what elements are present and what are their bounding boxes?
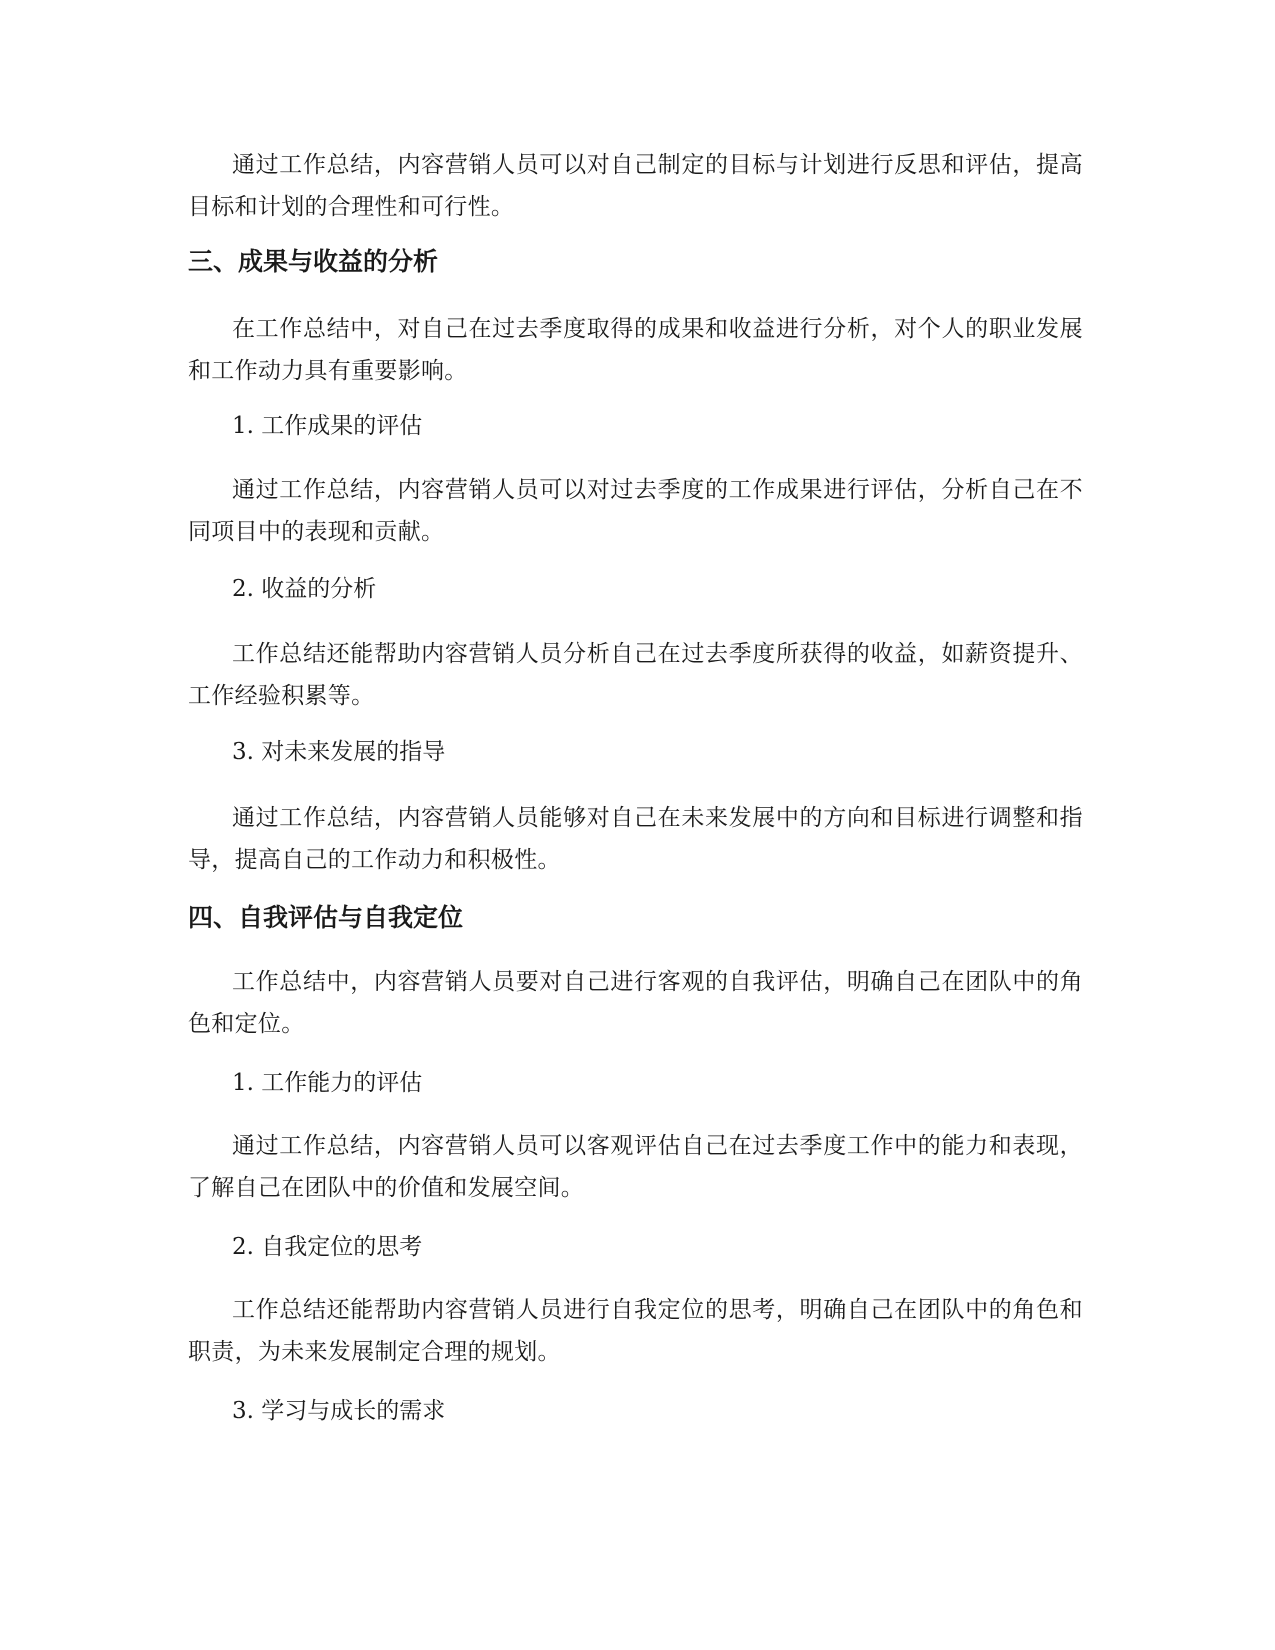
paragraph-work-results: 通过工作总结，内容营销人员可以对过去季度的工作成果进行评估，分析自己在不同项目中的表现和贡献。 <box>188 477 1083 545</box>
list-item-work-results: 1. 工作成果的评估 <box>232 413 423 439</box>
paragraph-goal-reflection: 通过工作总结，内容营销人员可以对自己制定的目标与计划进行反思和评估，提高目标和计划的合理性和可行性。 <box>188 152 1083 220</box>
paragraph-ability-assessment: 通过工作总结，内容营销人员可以客观评估自己在过去季度工作中的能力和表现，了解自己在团队中的价值和发展空间。 <box>188 1133 1083 1201</box>
list-item-self-positioning: 2. 自我定位的思考 <box>232 1234 423 1260</box>
list-item-future-guidance: 3. 对未来发展的指导 <box>232 739 446 765</box>
paragraph-self-positioning: 工作总结还能帮助内容营销人员进行自我定位的思考，明确自己在团队中的角色和职责，为未来发展制定合理的规划。 <box>188 1297 1083 1365</box>
paragraph-self-assessment-intro: 工作总结中，内容营销人员要对自己进行客观的自我评估，明确自己在团队中的角色和定位。 <box>188 969 1083 1037</box>
paragraph-results-intro: 在工作总结中，对自己在过去季度取得的成果和收益进行分析，对个人的职业发展和工作动力具有重要影响。 <box>188 316 1083 384</box>
list-item-ability-assessment: 1. 工作能力的评估 <box>232 1070 423 1096</box>
paragraph-future-guidance: 通过工作总结，内容营销人员能够对自己在未来发展中的方向和目标进行调整和指导，提高自己的工作动力和积极性。 <box>188 805 1083 873</box>
list-item-income-analysis: 2. 收益的分析 <box>232 576 377 602</box>
section-heading-3: 三、成果与收益的分析 <box>188 247 439 276</box>
paragraph-income-analysis: 工作总结还能帮助内容营销人员分析自己在过去季度所获得的收益，如薪资提升、工作经验积累等。 <box>188 641 1083 709</box>
section-heading-4: 四、自我评估与自我定位 <box>188 903 464 932</box>
list-item-learning-growth: 3. 学习与成长的需求 <box>232 1398 446 1424</box>
